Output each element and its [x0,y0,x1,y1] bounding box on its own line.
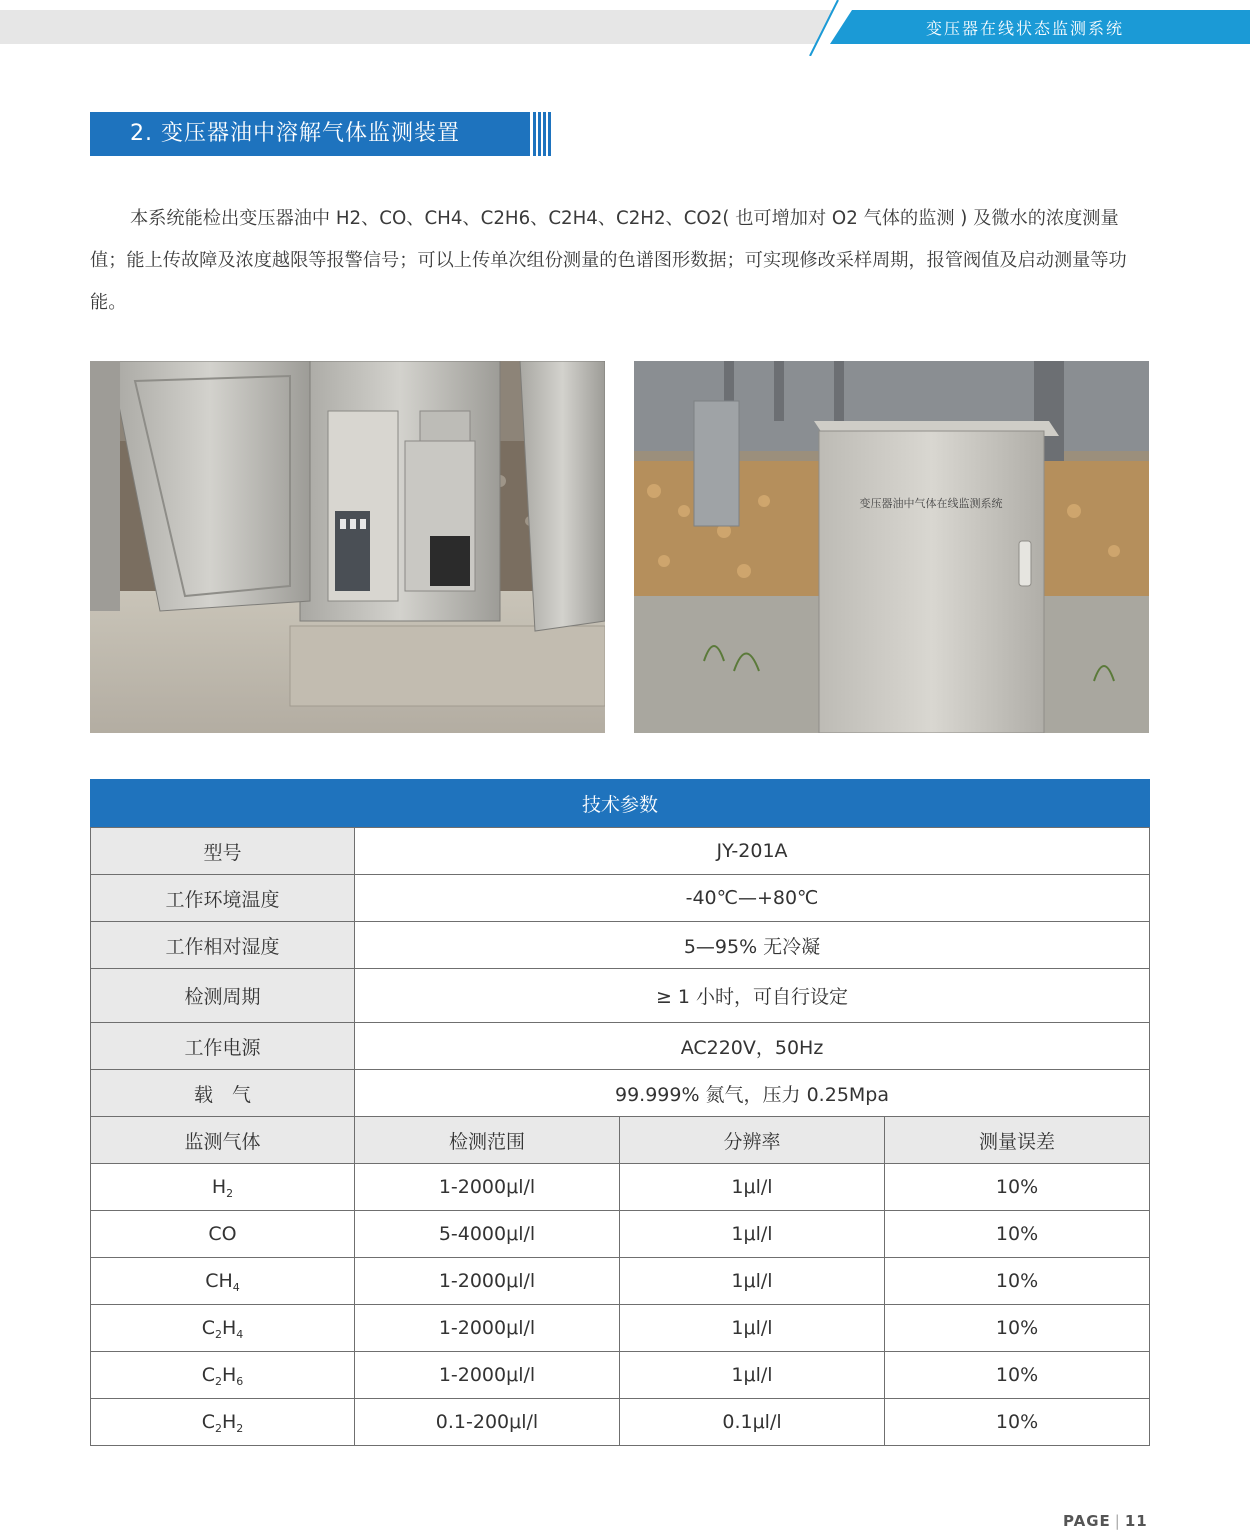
gas-range: 1-2000μl/l [355,1305,620,1352]
spec-value: -40℃—+80℃ [355,875,1150,922]
gas-column-header: 测量误差 [885,1117,1150,1164]
gas-column-header: 监测气体 [91,1117,355,1164]
header-gray-band [0,10,860,44]
gas-row [91,1352,1150,1399]
spec-value: ≥ 1 小时，可自行设定 [355,969,1150,1023]
gas-row [91,1211,1150,1258]
gas-formula: $CH_4$ [91,1258,355,1305]
gas-row [91,1399,1150,1446]
gas-error: 10% [885,1164,1150,1211]
gas-column-header: 检测范围 [355,1117,620,1164]
spec-row [91,875,1150,922]
outdoor-cabinet-photo [634,361,1149,733]
spec-label: 工作相对湿度 [91,922,355,969]
gas-row [91,1258,1150,1305]
intro-paragraph: 本系统能检出变压器油中 H2、CO、CH4、C2H6、C2H4、C2H2、CO2( 也可增加对 O2 气体的监测 ) 及微水的浓度测量值；能上传故障及浓度越限等报警信号；可以上传单次组份测量的色谱图形数据；可实现修改采样周期，报管阀值及启动测量等功能。 [90,208,1127,313]
gas-resolution: 1μl/l [620,1258,885,1305]
section-title-bars [533,112,553,156]
gas-resolution: 1μl/l [620,1211,885,1258]
spec-row [91,969,1150,1023]
gas-row [91,1305,1150,1352]
gas-column-header: 分辨率 [620,1117,885,1164]
spec-label: 型号 [91,828,355,875]
spec-label: 载 气 [91,1070,355,1117]
gas-range: 1-2000μl/l [355,1258,620,1305]
spec-value: JY-201A [355,828,1150,875]
spec-label: 工作环境温度 [91,875,355,922]
spec-row [91,1070,1150,1117]
gas-error: 10% [885,1211,1150,1258]
gas-row [91,1164,1150,1211]
gas-range: 5-4000μl/l [355,1211,620,1258]
gas-header-row [91,1117,1150,1164]
gas-formula: CO [91,1211,355,1258]
page-label: PAGE [1063,1512,1111,1530]
spec-label: 工作电源 [91,1023,355,1070]
spec-value: 5—95% 无冷凝 [355,922,1150,969]
spec-value: 99.999% 氮气，压力 0.25Mpa [355,1070,1150,1117]
gas-resolution: 1μl/l [620,1352,885,1399]
spec-table [90,779,1150,1446]
spec-value: AC220V，50Hz [355,1023,1150,1070]
gas-formula: $C_2H_4$ [91,1305,355,1352]
gas-resolution: 1μl/l [620,1305,885,1352]
spec-label: 检测周期 [91,969,355,1023]
gas-resolution: 1μl/l [620,1164,885,1211]
gas-range: 1-2000μl/l [355,1352,620,1399]
gas-formula: $C_2H_6$ [91,1352,355,1399]
gas-range: 0.1-200μl/l [355,1399,620,1446]
page-footer: PAGE | 11 [1063,1512,1148,1530]
gas-error: 10% [885,1352,1150,1399]
gas-formula: $C_2H_2$ [91,1399,355,1446]
section-title: 2. 变压器油中溶解气体监测装置 [90,112,530,156]
gas-resolution: 0.1μl/l [620,1399,885,1446]
page-number: 11 [1124,1512,1148,1530]
cabinet-label: 变压器油中气体在线监测系统 [859,497,1003,510]
gas-error: 10% [885,1399,1150,1446]
open-cabinet-photo [90,361,605,733]
spec-table-title: 技术参数 [91,780,1150,828]
gas-error: 10% [885,1305,1150,1352]
header-title: 变压器在线状态监测系统 [925,19,1124,38]
gas-error: 10% [885,1258,1150,1305]
spec-row [91,922,1150,969]
spec-row [91,1023,1150,1070]
spec-row [91,828,1150,875]
gas-formula: $H_2$ [91,1164,355,1211]
gas-range: 1-2000μl/l [355,1164,620,1211]
